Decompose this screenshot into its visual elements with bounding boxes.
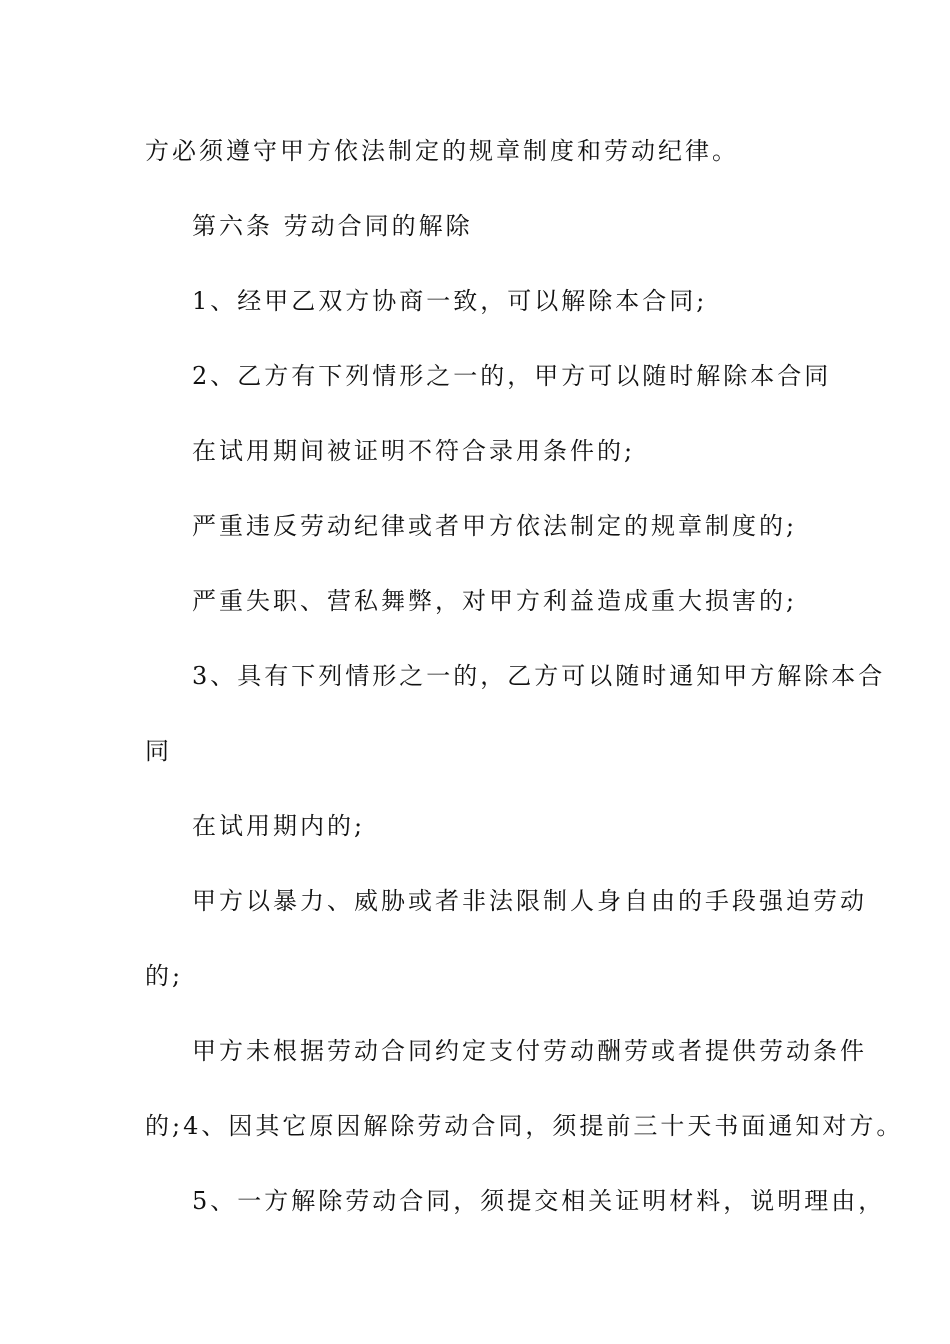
text-line: 在试用期间被证明不符合录用条件的; [192, 437, 636, 465]
text-line: 严重违反劳动纪律或者甲方依法制定的规章制度的; [192, 512, 798, 540]
clause-item: 2、乙方有下列情形之一的，甲方可以随时解除本合同 [192, 362, 832, 390]
text-line: 甲方未根据劳动合同约定支付劳动酬劳或者提供劳动条件 [192, 1037, 867, 1065]
text-line: 方必须遵守甲方依法制定的规章制度和劳动纪律。 [145, 137, 739, 165]
text-line: 同 [145, 737, 172, 765]
text-line: 的; [145, 962, 184, 990]
text-line: 甲方以暴力、威胁或者非法限制人身自由的手段强迫劳动 [192, 887, 867, 915]
clause-item: 3、具有下列情形之一的，乙方可以随时通知甲方解除本合 [192, 662, 886, 690]
clause-item: 5、一方解除劳动合同，须提交相关证明材料，说明理由， [192, 1187, 886, 1215]
text-line: 严重失职、营私舞弊，对甲方利益造成重大损害的; [192, 587, 798, 615]
section-heading: 第六条 劳动合同的解除 [192, 212, 473, 240]
text-line: 的;4、因其它原因解除劳动合同，须提前三十天书面通知对方。 [145, 1112, 904, 1140]
text-line: 在试用期内的; [192, 812, 366, 840]
clause-item: 1、经甲乙双方协商一致，可以解除本合同; [192, 287, 708, 315]
